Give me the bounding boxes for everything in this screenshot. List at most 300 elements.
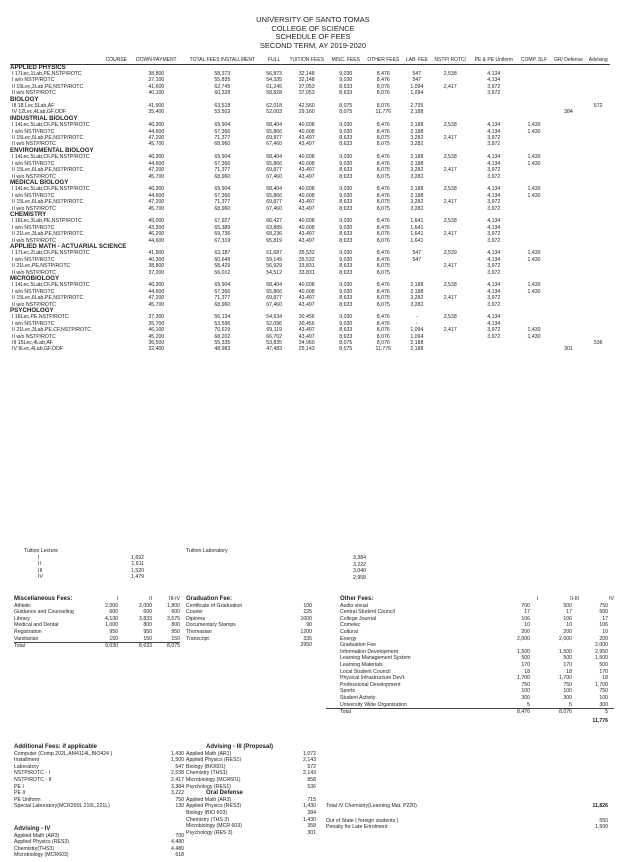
other-fee-value: 170 [599,668,608,675]
fee-cell: 69,877 [266,199,283,206]
course-cell: IV 9Lec,4Lab,GF,ODF [12,346,64,353]
fee-cell: 66,702 [266,333,283,340]
other-fee-row [326,655,614,662]
tuition-lab-value: 3,040 [353,568,366,575]
advising4-row [14,846,194,853]
course-cell: II 15Lec,6Lab,PE,NSTP/ROTC [12,167,84,174]
fee-cell: 43,300 [148,224,165,231]
fee-cell: 45,200 [148,333,165,340]
fee-cell: 2,417 [443,231,457,238]
fee-cell: 43,497 [298,141,315,148]
misc-fees-block [14,596,180,650]
out-of-state-label: Out of State ( foreign students ) [326,817,399,824]
course-cell: II 21Lec,3Lab,PE,CF,NSTP/ROTC [12,327,91,334]
additional-row [14,790,194,797]
fee-cell: 9,030 [339,122,353,129]
course-cell: I w/o NSTP/ROTC [12,288,55,295]
fee-cell: 44,600 [148,128,165,135]
fee-cell: 40,608 [298,154,315,161]
fee-cell: 9,030 [339,314,353,321]
year-level: III [38,567,43,574]
fee-cell: 1,430 [527,327,541,334]
advising4-value: 4,480 [171,845,184,852]
col-down-payment: DOWN PAYMENT [131,58,182,64]
fee-cell: 55,335 [214,340,231,347]
fee-cell: 8,075 [376,135,390,142]
course-cell: I w/o NSTP/ROTC [12,77,55,84]
fee-cell: 8,076 [376,103,390,110]
fee-cell: 8,076 [376,237,390,244]
fee-cell: 40,608 [298,282,315,289]
other-fee-label: Total [340,709,351,716]
fee-cell: 68,404 [266,186,283,193]
fee-cell: 8,075 [376,295,390,302]
fee-cell: 47,200 [148,295,165,302]
fee-cell: - [415,320,418,327]
fee-cell: 3,972 [487,90,501,97]
advising3-value: 572 [307,763,316,770]
additional-row [14,784,194,791]
fee-cell: 1,094 [410,327,424,334]
graduation-value: 1200 [300,628,312,635]
fee-cell: 43,497 [298,173,315,180]
tuition-lab-row [326,575,366,582]
course-cell: I w/o NSTP/ROTC [12,320,55,327]
graduation-fee-block [186,596,316,649]
other-fee-label: Central Student Council [340,609,395,616]
fee-cell: 8,075 [376,205,390,212]
fee-cell: 45,700 [148,141,165,148]
other-fee-label: Comelec [340,622,361,629]
additional-value: 3,384 [171,783,184,790]
fee-cell: 35,700 [148,320,165,327]
other-fee-value [530,642,572,649]
misc-value: 600 [171,609,180,616]
other-fee-label: Graduation Fee [340,642,377,649]
fee-cell: 45,700 [148,173,165,180]
fee-cell: 4,134 [487,320,501,327]
fee-cell: 65,866 [266,128,283,135]
misc-value: 150 [109,635,118,642]
fee-cell: 4,134 [487,224,501,231]
oral-value: 715 [307,796,316,803]
graduation-label: Thomasian [186,628,212,635]
additional-label: NSTP/ROTC - I [14,770,51,777]
other-fee-value: 700 [521,602,530,609]
fee-cell: 30,456 [298,314,315,321]
course-cell: II w/o NSTP/ROTC [12,237,56,244]
fee-cell: 8,476 [376,256,390,263]
fee-cell: 3,972 [487,205,501,212]
fee-cell: 35,532 [298,250,315,257]
other-fee-value: 1,500 [595,655,608,662]
graduation-row [186,622,316,629]
fee-cell: 3,972 [487,173,501,180]
fee-cell: 2,188 [410,128,424,135]
section-title: INDUSTRIAL BIOLOGY [10,114,78,122]
course-cell: II w/o NSTP/ROTC [12,173,56,180]
other-fee-label: Audio visual [340,602,368,609]
fee-cell: 65,866 [266,192,283,199]
other-fee-value: 106 [521,615,530,622]
fee-cell: 68,404 [266,282,283,289]
advising4-label: Microbiology (MCR603) [14,852,69,859]
fee-cell: 61,687 [266,250,283,257]
fee-cell: 9,030 [339,224,353,231]
other-fees-block [326,596,614,724]
late-penalty-label: Penalty for Late Enrolment [326,824,388,831]
fee-cell: 1,094 [410,333,424,340]
other-fee-value: 170 [563,661,572,668]
fee-cell: 2,538 [443,122,457,129]
course-cell: I 14Lec,5Lab,CF,PE,NSTP/ROTC [12,122,90,129]
additional-value: 1,500 [171,757,184,764]
course-cell: II 19Lec,2Lab,PE,NSTP/ROTC [12,83,84,90]
fee-cell: 47,200 [148,199,165,206]
fee-cell: 46,100 [148,327,165,334]
fee-cell: 9,030 [339,77,353,84]
col-defense: GR/ Defense [550,58,586,64]
graduation-label: Transcript [186,635,209,642]
other-fee-row [326,708,614,716]
additional-value: 3,222 [171,790,184,797]
fee-cell: 30,456 [298,320,315,327]
other-fee-value: 200 [563,628,572,635]
fee-cell: 3,972 [487,135,501,142]
fee-cell: 4,134 [487,250,501,257]
section-title: APPLIED MATH - ACTUARIAL SCIENCE [10,242,127,250]
fee-cell: 4,134 [487,128,501,135]
schedule-title: SCHEDULE OF FEES [275,32,351,41]
misc-col-1: I [116,596,118,602]
graduation-value: 225 [303,609,312,616]
fee-cell: 46,300 [148,122,165,129]
fee-cell: 70,619 [214,327,231,334]
other-fee-value: 750 [599,688,608,695]
fee-cell: 8,633 [339,173,353,180]
fee-cell: 3,972 [487,141,501,148]
fee-cell: 2,188 [410,346,424,353]
misc-rows [14,603,180,650]
graduation-label: Courier [186,609,204,616]
additional-label: PE II [14,790,26,797]
tuition-lecture-title: Tuition Lecture [24,548,59,554]
tuition-lab-row [326,568,366,575]
oral-label: Applied Physics (RES3) [186,803,242,810]
other-fee-label: Cultural [340,628,358,635]
fee-cell: 48,983 [214,346,231,353]
fee-cell: 63,518 [214,103,231,110]
fee-cell: 43,497 [298,237,315,244]
course-cell: II w/o NSTP/ROTC [12,333,56,340]
fee-cell: 3,972 [487,167,501,174]
advising3-row [186,777,326,784]
fee-cell: 9,030 [339,256,353,263]
fee-cell: 67,927 [214,218,231,225]
col-full: FULL [263,58,285,64]
tuition-lab-title: Tuition Laboratory [186,548,228,554]
fee-cell: 68,960 [214,301,231,308]
fee-cell: 46,300 [148,282,165,289]
fee-cell: 8,076 [376,333,390,340]
fee-cell: 8,476 [376,154,390,161]
course-cell: II 15Lec,6Lab,PE,NSTP/ROTC [12,135,84,142]
fee-cell: 3,972 [487,327,501,334]
fee-cell: 43,497 [298,135,315,142]
additional-row [14,803,194,810]
fee-cell: 8,076 [376,340,390,347]
graduation-value: 1000 [300,615,312,622]
fee-cell: 2,188 [410,186,424,193]
fee-cell: 3,282 [410,295,424,302]
other-grand-total: 11,776 [592,717,608,724]
fee-cell: 53,503 [214,109,231,116]
fee-cell: 4,134 [487,256,501,263]
fee-cell: 67,366 [214,160,231,167]
other-fee-value: 10 [566,622,572,629]
other-fee-value: 500 [599,609,608,616]
misc-value: 150 [171,635,180,642]
course-cell: I w/o NSTP/ROTC [12,192,55,199]
fee-cell: 1,430 [527,282,541,289]
oral-title: Oral Defense [206,790,244,797]
advising3-label: Chemistry (THS1) [186,770,228,777]
fee-cell: 8,633 [339,83,353,90]
section-title: ENVIRONMENTAL BIOLOGY [10,146,94,154]
misc-value: 2,000 [105,602,118,609]
tuition-lecture-rows [24,555,144,581]
fee-cell: 56,134 [214,314,231,321]
other-fee-value: 750 [563,681,572,688]
section-title: PSYCHOLOGY [10,307,54,315]
fee-cell: 68,960 [214,173,231,180]
fee-cell: 3,972 [487,83,501,90]
fee-cell: 2,538 [443,282,457,289]
other-fee-label: University Wide Organization [340,701,407,708]
course-cell: I 14Lec,5Lab,CF,PE,NSTP/ROTC [12,186,90,193]
fee-cell: 2,188 [410,282,424,289]
fee-cell: 572 [593,103,603,110]
additional-value: 750 [175,796,184,803]
fee-cell: 2,538 [443,71,457,77]
fee-cell: 1,430 [527,192,541,199]
fee-cell: 45,700 [148,301,165,308]
oral-row [186,810,326,817]
advising3-label: Applied Math (AR1) [186,750,232,757]
col-tuition: TUITION FEES [285,58,328,64]
fee-cell: 58,373 [214,71,231,77]
fee-cell: 71,377 [214,167,231,174]
tuition-lecture-row [24,574,144,581]
misc-label: Library [14,615,30,622]
fee-cell: 1,430 [527,256,541,263]
fee-cell: 547 [412,77,422,84]
fee-cell: 8,476 [376,77,390,84]
fee-cell: 37,053 [298,90,315,97]
other-fee-value: 8,476 [517,709,530,716]
fee-cell: 8,476 [376,160,390,167]
fee-cell: 46,300 [148,154,165,161]
fee-cell: 60,649 [214,256,231,263]
additional-label: PE I [14,783,24,790]
year-level: II [38,561,41,568]
fee-cell: 9,030 [339,192,353,199]
fee-cell: 67,460 [266,141,283,148]
graduation-row [186,609,316,616]
fee-cell: 8,633 [339,199,353,206]
fee-cell: 11,776 [375,346,392,353]
fee-cell: 8,076 [376,327,390,334]
fee-cell: 4,134 [487,77,501,84]
misc-value: 950 [171,628,180,635]
fee-cell: 8,476 [376,128,390,135]
tuition-lab-block [186,548,346,555]
other-fee-row [326,622,614,629]
graduation-rows [186,603,316,649]
graduation-row [186,636,316,643]
graduation-title: Graduation Fee: [186,596,233,602]
fee-cell: 4,134 [487,218,501,225]
fee-cell: 63,187 [214,250,231,257]
fee-cell: 9,030 [339,250,353,257]
advising3-value: 858 [307,776,316,783]
fee-cell: 4,134 [487,282,501,289]
other-fee-value: 1,700 [595,681,608,688]
fee-cell: 8,633 [339,231,353,238]
fee-cell: 69,736 [214,231,231,238]
tuition-lab-value: 2,958 [353,574,366,581]
fee-cell: 2,188 [410,192,424,199]
other-fee-row [326,675,614,682]
misc-value: 9,030 [105,643,118,650]
fee-cell: 9,030 [339,186,353,193]
fee-cell: 2,188 [410,122,424,129]
course-cell: I 17Lec,1Lab,PE,NSTP/ROTC [12,71,82,77]
fee-cell: 4,134 [487,154,501,161]
other-fee-row [326,682,614,689]
fee-cell: 8,476 [376,250,390,257]
other-fee-value: 300 [521,694,530,701]
fee-cell: 4,134 [487,122,501,129]
fee-cell [518,346,551,352]
fee-cell: 8,476 [376,186,390,193]
fee-cell: 37,200 [148,269,165,276]
fee-cell: 63,889 [266,224,283,231]
advising3-row [186,784,326,791]
course-cell: III 18 Lec,5Lab,AF [12,103,55,110]
fee-cell: 60,328 [214,90,231,97]
misc-value: 3,833 [139,615,152,622]
advising3-label: Psychology (RES1) [186,783,231,790]
tuition-lab-value: 3,384 [353,555,366,561]
oral-row [186,803,326,810]
fee-cell: 29,160 [298,109,315,116]
fee-cell: 1,430 [527,122,541,129]
other-fee-value: 5 [569,701,572,708]
fee-cell: 8,075 [376,301,390,308]
fee-cell: 2,417 [443,199,457,206]
fee-cell: 34,960 [298,340,315,347]
other-fee-value: 10 [524,622,530,629]
fee-cell: 68,960 [214,141,231,148]
misc-row [14,616,180,623]
advising3-rows [186,751,326,791]
other-rows [326,603,614,716]
fee-cell: 8,633 [339,135,353,142]
fee-cell: 8,075 [376,141,390,148]
fee-cell: 9,030 [339,160,353,167]
fee-cell: 40,608 [298,186,315,193]
other-fee-label: Information Development [340,648,398,655]
fee-cell: 2,417 [443,167,457,174]
course-cell: I w/o NSTP/ROTC [12,128,55,135]
additional-label: Laboratory [14,763,39,770]
misc-row [14,622,180,629]
fee-cell: 33,831 [298,269,315,276]
fee-cell: 8,076 [376,231,390,238]
advising3-block [186,744,326,836]
other-fee-value: 18 [566,668,572,675]
fee-cell: 9,030 [339,128,353,135]
other-fee-label: Student Activity [340,694,376,701]
fee-cell: 67,366 [214,192,231,199]
col-lab: LAB. FEE [403,58,430,64]
fee-cell: 8,476 [376,282,390,289]
fee-cell: 8,076 [376,83,390,90]
misc-value: 150 [143,635,152,642]
advising4-value: 700 [175,832,184,839]
fee-cell: 47,483 [266,346,283,353]
fee-cell: 2,538 [443,154,457,161]
fee-cell: 40,608 [298,160,315,167]
fee-cell: 45,700 [148,205,165,212]
additional-row [14,751,194,758]
other-fee-row [326,616,614,623]
fee-cell: 2,417 [443,295,457,302]
course-cell: II w/o NSTP/ROTC [12,269,56,276]
fee-cell: 3,282 [410,167,424,174]
other-fee-value: 106 [599,622,608,629]
other-fee-value: 2,000 [559,635,572,642]
tuition-lab-value: 3,222 [353,561,366,568]
other-fee-row [326,603,614,610]
misc-value: 950 [143,628,152,635]
misc-value: 8,075 [167,643,180,650]
additional-label: Computer (Comp.202L,AM4114L,BIO424 ) [14,750,113,757]
fee-cell: 8,633 [339,205,353,212]
advising4-label: Applied Math (AR3) [14,832,60,839]
fee-cell: 536 [593,340,603,347]
fee-cell: 2,188 [410,154,424,161]
misc-value: 4,130 [105,615,118,622]
misc-value: 2,000 [139,602,152,609]
misc-col-2: II [149,596,152,602]
other-fee-value: 750 [599,602,608,609]
fee-cell: 44,600 [148,237,165,244]
fee-cell: 52,096 [266,320,283,327]
fee-cell: 3,972 [487,237,501,244]
misc-row [14,636,180,643]
advising4-label: Applied Physics (RES3) [14,839,70,846]
advising4-row [14,833,194,840]
college-name: COLLEGE OF SCIENCE [271,23,355,33]
fee-cell: 1,094 [410,90,424,97]
fee-cell: 71,377 [214,135,231,142]
fee-cell: 301 [564,346,573,353]
advising3-value: 536 [307,783,316,790]
other-fee-value: 300 [599,701,608,708]
course-cell: I 14Lec,5Lab,CF,PE,NSTP/ROTC [12,282,90,289]
